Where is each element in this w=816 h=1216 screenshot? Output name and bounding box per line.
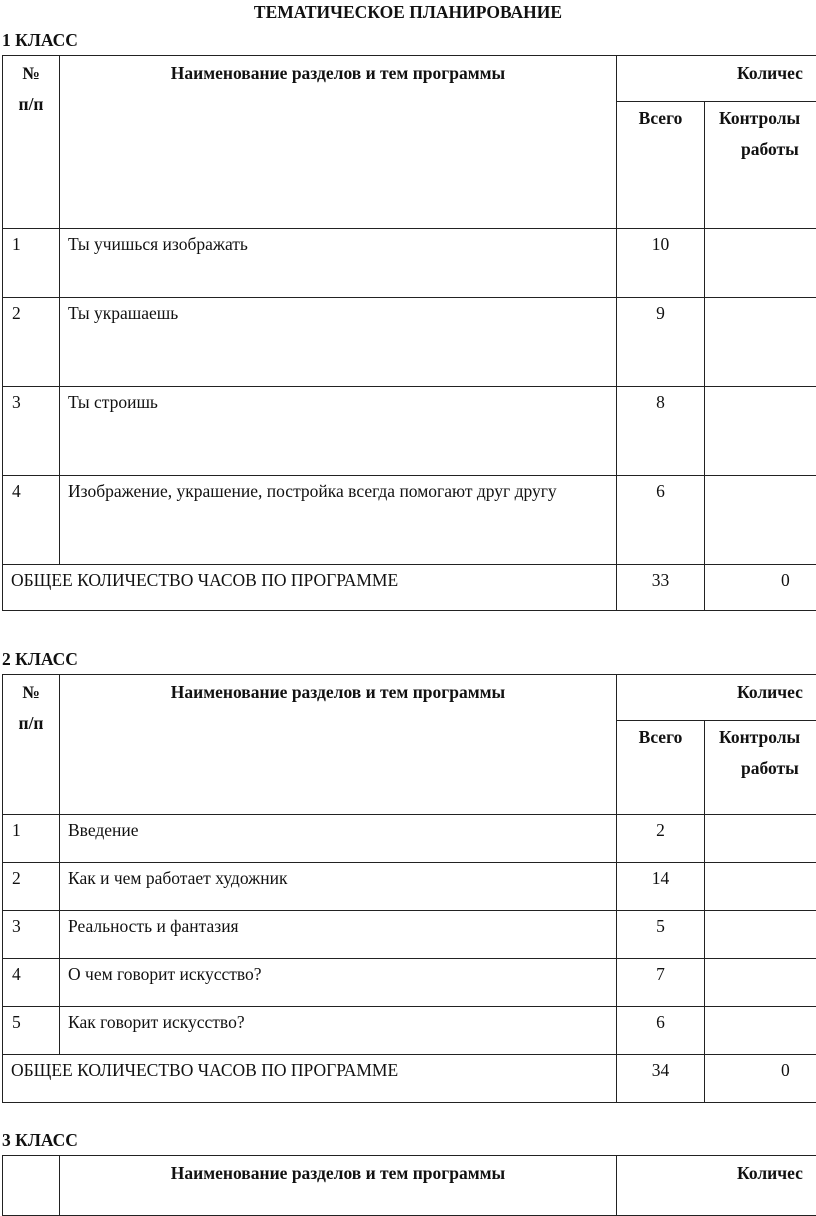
control-header [705,721,816,815]
row-name: Как говорит искусство? [60,1007,617,1055]
summary-total: 34 [617,1055,705,1103]
row-total: 6 [617,476,705,565]
row-num: 4 [3,476,60,565]
name-header: Наименование разделов и тем программы [60,1156,617,1216]
num-header-label: № [3,58,59,89]
class2-table [2,674,816,1103]
page-title: ТЕМАТИЧЕСКОЕ ПЛАНИРОВАНИЕ [0,2,816,23]
row-total: 2 [617,815,705,863]
row-control [705,911,816,959]
row-control [705,476,816,565]
num-header-label: № [3,677,59,708]
num-header [3,675,60,815]
row-num: 5 [3,1007,60,1055]
table-row [3,815,816,863]
row-num: 2 [3,863,60,911]
row-control [705,1007,816,1055]
row-total: 10 [617,229,705,298]
summary-label: ОБЩЕЕ КОЛИЧЕСТВО ЧАСОВ ПО ПРОГРАММЕ [3,1055,617,1103]
table-row [3,229,816,298]
quantity-header: Количес [617,56,816,102]
control-header-label2: работы [719,753,816,784]
summary-control: 0 [705,565,816,611]
row-num: 1 [3,229,60,298]
table-row [3,1007,816,1055]
table-row [3,863,816,911]
row-name: Реальность и фантазия [60,911,617,959]
row-total: 7 [617,959,705,1007]
row-control [705,815,816,863]
num-header [3,1156,60,1216]
table-row [3,476,816,565]
table-row [3,959,816,1007]
table-row [3,298,816,387]
name-header: Наименование разделов и тем программы [60,56,617,229]
control-header-label: Контролы [719,103,816,134]
quantity-header: Количес [617,1156,816,1216]
quantity-header: Количес [617,675,816,721]
row-control [705,298,816,387]
row-total: 6 [617,1007,705,1055]
row-total: 14 [617,863,705,911]
total-header: Всего [617,102,705,229]
row-total: 9 [617,298,705,387]
row-total: 8 [617,387,705,476]
class3-heading: 3 КЛАСС [2,1130,78,1151]
row-num: 3 [3,387,60,476]
row-name: Ты учишься изображать [60,229,617,298]
row-total: 5 [617,911,705,959]
class3-table [2,1155,816,1216]
total-header: Всего [617,721,705,815]
row-num: 4 [3,959,60,1007]
row-num: 2 [3,298,60,387]
row-num: 3 [3,911,60,959]
table-row [3,911,816,959]
table-header-row [3,675,816,721]
row-name: Ты строишь [60,387,617,476]
control-header-label: Контролы [719,722,816,753]
row-control [705,863,816,911]
class1-heading: 1 КЛАСС [2,30,78,51]
summary-total: 33 [617,565,705,611]
num-header-label2: п/п [3,708,59,739]
summary-row [3,1055,816,1103]
summary-label: ОБЩЕЕ КОЛИЧЕСТВО ЧАСОВ ПО ПРОГРАММЕ [3,565,617,611]
name-header: Наименование разделов и тем программы [60,675,617,815]
num-header-label2: п/п [3,89,59,120]
row-name: Ты украшаешь [60,298,617,387]
summary-row [3,565,816,611]
summary-control: 0 [705,1055,816,1103]
row-name: О чем говорит искусство? [60,959,617,1007]
row-name: Как и чем работает художник [60,863,617,911]
row-control [705,229,816,298]
table-header-row [3,56,816,102]
control-header [705,102,816,229]
class2-heading: 2 КЛАСС [2,649,78,670]
class1-table [2,55,816,611]
table-row [3,387,816,476]
table-header-row [3,1156,816,1216]
row-control [705,959,816,1007]
control-header-label2: работы [719,134,816,165]
row-name: Введение [60,815,617,863]
row-name: Изображение, украшение, постройка всегда помогают друг другу [60,476,617,565]
num-header [3,56,60,229]
row-control [705,387,816,476]
row-num: 1 [3,815,60,863]
